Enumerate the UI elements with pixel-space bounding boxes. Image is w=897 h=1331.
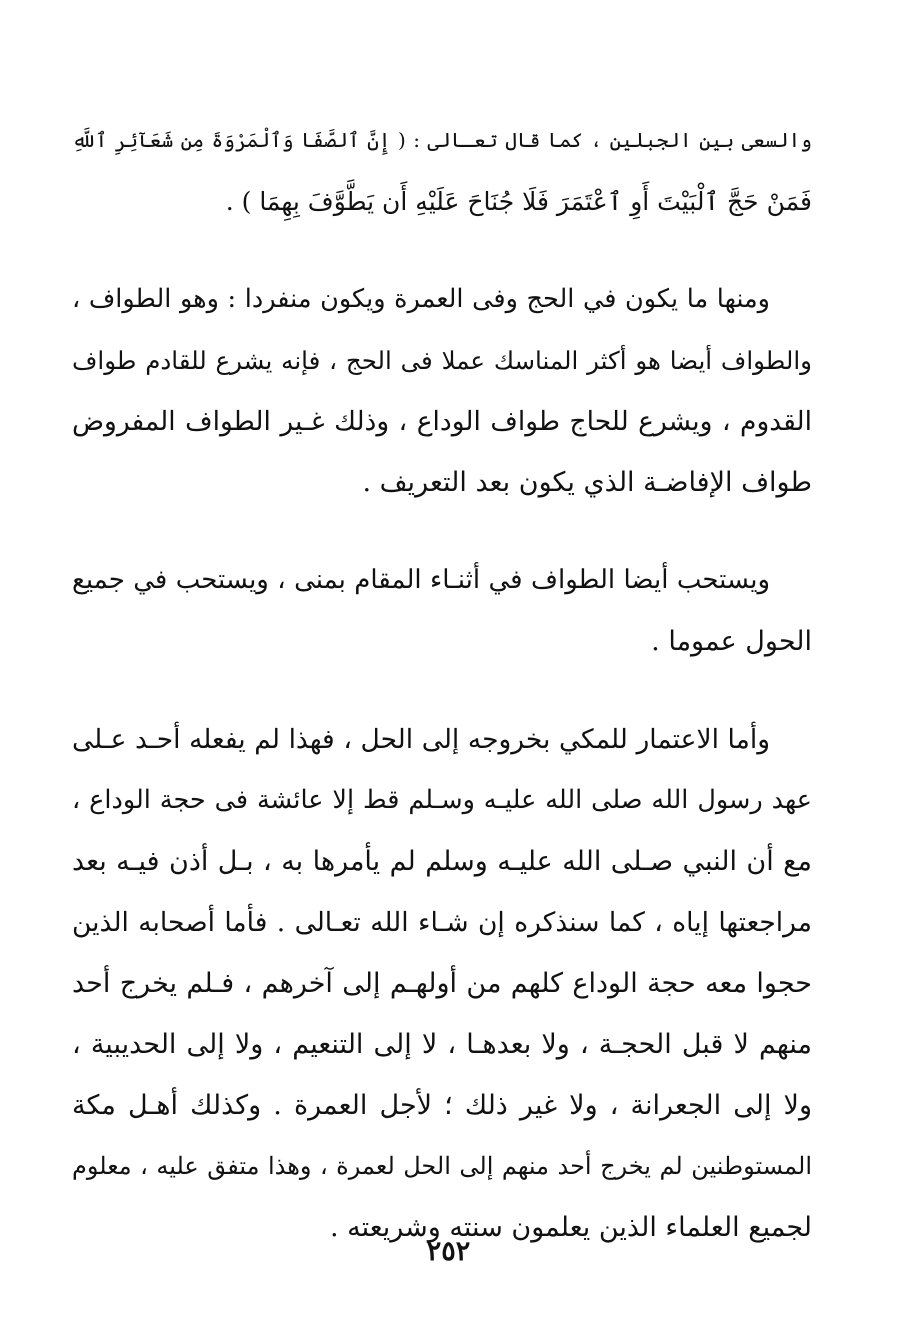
text-line: والسعى بين الجبلين ، كما قال تعـالى : ( إِنَّ ٱلصَّفَا وَٱلْمَرْوَةَ مِن شَعَآئِرِ ٱللَّهِ (72, 128, 812, 152)
paragraph-itimar (72, 709, 812, 1258)
text-line: مع أن النبي صـلى الله عليـه وسلم لم يأمرها به ، بـل أذن فيـه بعد (72, 846, 812, 877)
text-line: منهم لا قبل الحجـة ، ولا بعدهـا ، لا إلى التنعيم ، ولا إلى الحديبية ، (72, 1029, 812, 1060)
page-number: ٢٥٢ (426, 1236, 471, 1267)
text-line: الحول عموما . (651, 626, 812, 657)
text-line: لجميع العلماء الذين يعلمون سنته وشريعته . (329, 1212, 812, 1243)
text-line: القدوم ، ويشرع للحاج طواف الوداع ، وذلك غـير الطواف المفروض (72, 406, 812, 437)
text-line: حجوا معه حجة الوداع كلهم من أولهـم إلى آخرهم ، فـلم يخرج أحد (72, 968, 812, 999)
text-line: طواف الإفاضـة الذي يكون بعد التعريف . (362, 467, 812, 498)
paragraph-tawaf (72, 269, 812, 513)
text-line: وأما الاعتمار للمكي بخروجه إلى الحل ، فهذا لم يفعله أحـد عـلى (72, 724, 770, 755)
page-body (72, 110, 812, 1258)
text-line: والطواف أيضا هو أكثر المناسك عملا فى الحج ، فإنه يشرع للقادم طواف (72, 346, 812, 375)
text-line: فَمَنْ حَجَّ ٱلْبَيْتَ أَوِ ٱعْتَمَرَ فَلَا جُنَاحَ عَلَيْهِ أَن يَطَّوَّفَ بِهِمَا ) . (225, 187, 812, 216)
text-line: مراجعتها إياه ، كما سنذكره إن شـاء الله تعـالى . فأما أصحابه الذين (72, 907, 812, 938)
text-line: المستوطنين لم يخرج أحد منهم إلى الحل لعمرة ، وهذا متفق عليه ، معلوم (72, 1152, 812, 1180)
paragraph-quran-quote (72, 110, 812, 232)
text-line: ويستحب أيضا الطواف في أثنـاء المقام بمنى ، ويستحب في جميع (72, 565, 770, 595)
text-line: عهد رسول الله صلى الله عليـه وسـلم قط إلا عائشة فى حجة الوداع ، (72, 785, 812, 815)
text-line: ومنها ما يكون في الحج وفى العمرة ويكون منفردا : وهو الطواف ، (72, 284, 770, 314)
text-line: ولا إلى الجعرانة ، ولا غير ذلك ؛ لأجل العمرة . وكذلك أهـل مكة (72, 1090, 812, 1121)
paragraph-mustahab (72, 550, 812, 672)
